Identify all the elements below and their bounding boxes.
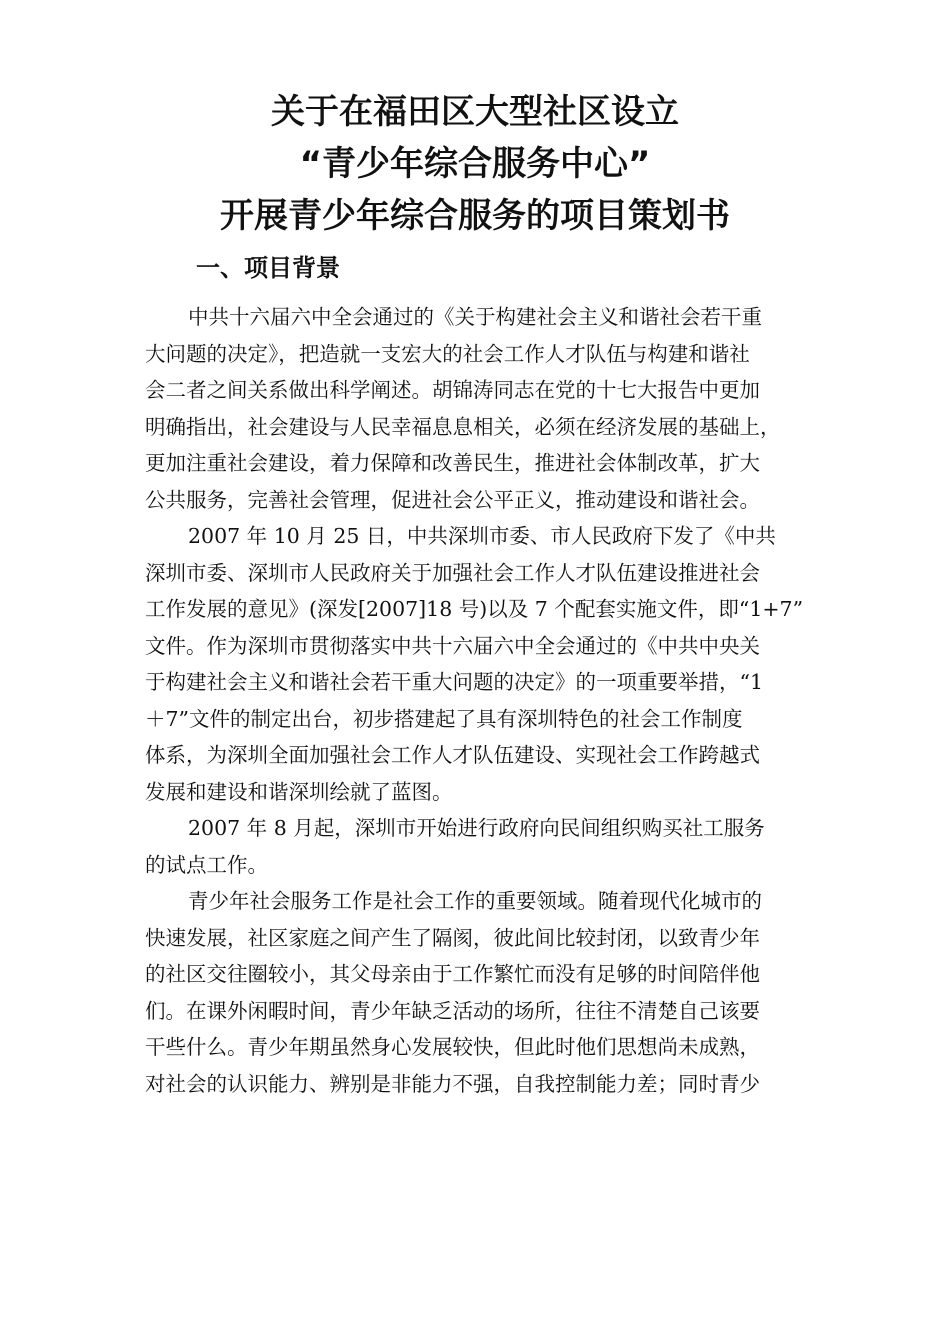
title-line-3: 开展青少年综合服务的项目策划书 [220,196,730,236]
body-line: 2007 年 8 月起，深圳市开始进行政府向民间组织购买社工服务 [188,816,765,840]
body-line: 更加注重社会建设，着力保障和改善民生，推进社会体制改革，扩大 [145,451,760,475]
body-line: 体系，为深圳全面加强社会工作人才队伍建设、实现社会工作跨越式 [145,743,760,767]
body-line: 的社区交往圈较小，其父母亲由于工作繁忙而没有足够的时间陪伴他 [145,962,760,986]
body-line: 的试点工作。 [145,852,268,877]
body-line: 干些什么。青少年期虽然身心发展较快，但此时他们思想尚未成熟， [145,1035,760,1059]
body-line: ＋7”文件的制定出台，初步搭建起了具有深圳特色的社会工作制度 [145,706,743,731]
body-line: 公共服务，完善社会管理，促进社会公平正义，推动建设和谐社会。 [145,487,760,512]
body-line: 中共十六届六中全会通过的《关于构建社会主义和谐社会若干重 [188,305,762,329]
body-line: 们。在课外闲暇时间，青少年缺乏活动的场所，往往不清楚自己该要 [145,998,760,1023]
body-line: 于构建社会主义和谐社会若干重大问题的决定》的一项重要举措，“1 [145,670,764,694]
body-line: 2007 年 10 月 25 日，中共深圳市委、市人民政府下发了《中共 [188,524,776,548]
body-line: 深圳市委、深圳市人民政府关于加强社会工作人才队伍建设推进社会 [145,560,760,585]
section-heading: 一、项目背景 [196,254,340,282]
body-line: 工作发展的意见》(深发[2007]18 号)以及 7 个配套实施文件，即“1+7” [145,597,804,621]
document-title [0,86,950,242]
body-line: 发展和建设和谐深圳绘就了蓝图。 [145,779,453,804]
body-line: 青少年社会服务工作是社会工作的重要领域。随着现代化城市的 [188,889,762,913]
body-line: 文件。作为深圳市贯彻落实中共十六届六中全会通过的《中共中央关 [145,633,760,658]
body-line: 会二者之间关系做出科学阐述。胡锦涛同志在党的十七大报告中更加 [145,378,760,402]
title-line-2: “青少年综合服务中心” [299,144,651,184]
title-line-1: 关于在福田区大型社区设立 [271,92,679,132]
body-line: 快速发展，社区家庭之间产生了隔阂，彼此间比较封闭，以致青少年 [145,925,760,950]
body-line: 明确指出，社会建设与人民幸福息息相关，必须在经济发展的基础上， [145,414,781,439]
body-line: 大问题的决定》，把造就一支宏大的社会工作人才队伍与构建和谐社 [145,341,750,366]
body-line: 对社会的认识能力、辨别是非能力不强，自我控制能力差；同时青少 [145,1071,760,1096]
